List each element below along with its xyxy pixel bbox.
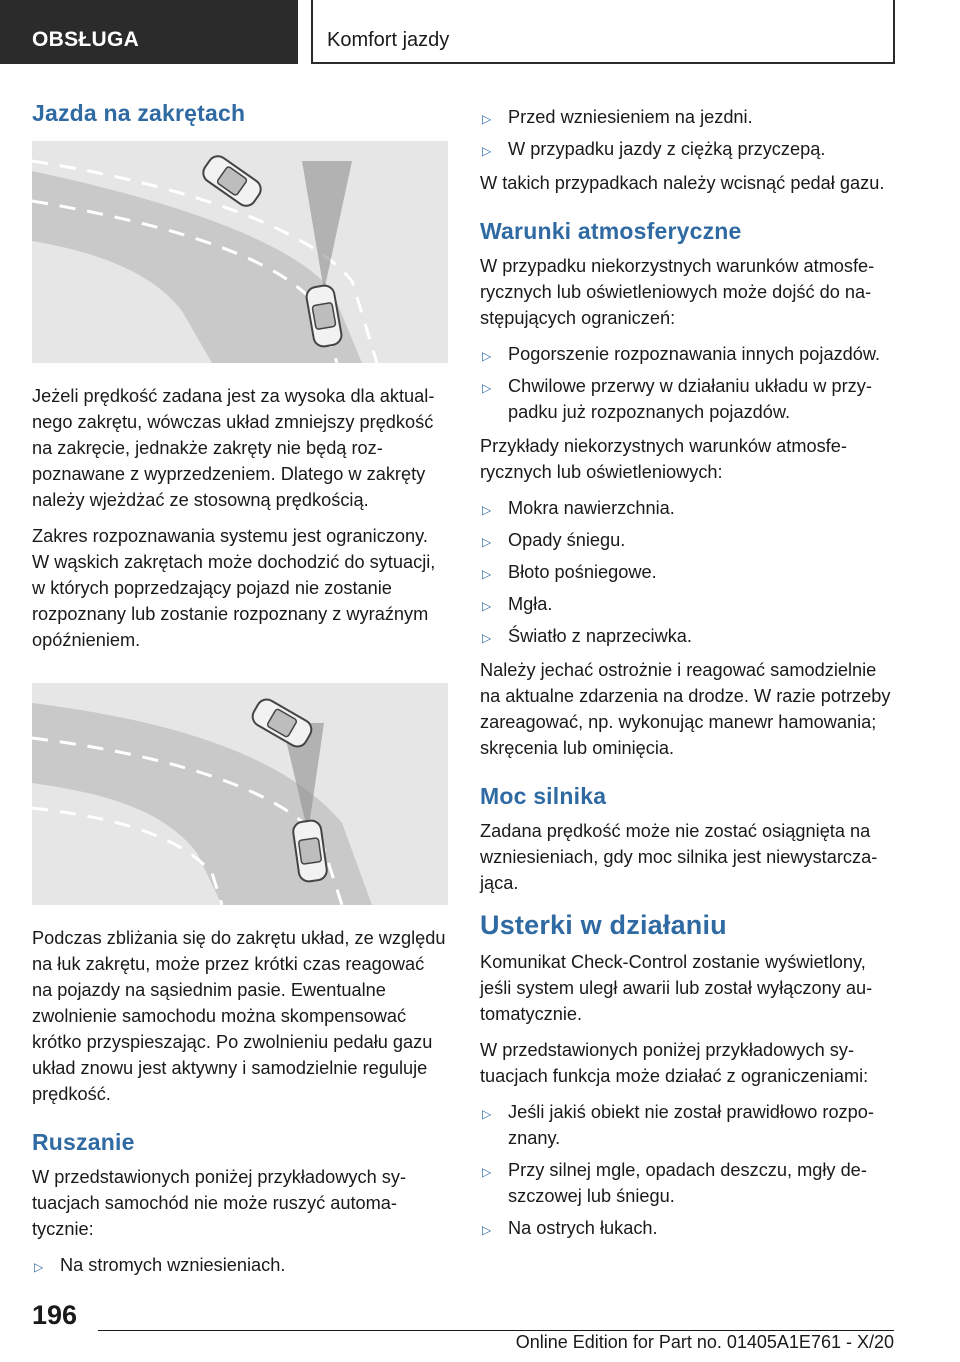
bullet-list — [480, 341, 896, 425]
paragraph: W przedstawionych poniżej przykładowych sytuacjach samochód nie może ruszyć automatycznie: — [32, 1167, 407, 1239]
heading-weather: Warunki atmosferyczne — [480, 218, 742, 244]
paragraph: Podczas zbliżania się do zakrętu układ, ze względu na łuk zakrętu, może przez krótki czas reagować na pojazdy na sąsiednim pasie. Ewentualne zwolnienie samochodu można skompensować krótko przyspieszając. Po zwolnieniu pedału gazu układ znowu jest aktywny i samodzielnie reguluje prędkość. — [32, 928, 446, 1104]
page-header — [0, 0, 960, 66]
paragraph: W przypadku niekorzystnych warunków atmosferycznych lub oświetleniowych może dojść do następujących ograniczeń: — [480, 256, 875, 328]
paragraph: Zakres rozpoznawania systemu jest ograniczony. W wąskich zakrętach może dochodzić do sytuacji, w których poprzedzający pojazd nie zostanie rozpoznany lub zostanie rozpoznany z wyraźnym opóźnieniem. — [32, 526, 436, 650]
list-item: ▷ Pogorszenie rozpoznawania innych pojazdów. — [480, 341, 896, 367]
heading-starting: Ruszanie — [32, 1129, 135, 1155]
triangle-bullet-icon: ▷ — [34, 1260, 44, 1274]
bullet-list — [480, 104, 896, 162]
heading-engine-power: Moc silnika — [480, 783, 607, 809]
page-footer — [0, 1290, 960, 1362]
triangle-bullet-icon: ▷ — [482, 1165, 492, 1179]
paragraph: W takich przypadkach należy wcisnąć pedał gazu. — [480, 173, 885, 193]
right-column — [480, 104, 896, 1249]
paragraph: W przedstawionych poniżej przykładowych sytuacjach funkcja może działać z ograniczeniami: — [480, 1040, 869, 1086]
list-item: ▷ Jeśli jakiś obiekt nie został prawidłowo rozpoznany. — [482, 1102, 874, 1148]
bullet-list — [32, 1252, 448, 1278]
list-item: ▷ Błoto pośniegowe. — [480, 559, 896, 585]
bullet-list — [480, 495, 896, 649]
list-item: ▷ Przed wzniesieniem na jezdni. — [480, 104, 896, 130]
list-item: ▷ Chwilowe przerwy w działaniu układu w przypadku już rozpoznanych pojazdów. — [482, 376, 872, 422]
triangle-bullet-icon: ▷ — [482, 1223, 492, 1237]
list-item: ▷ Opady śniegu. — [480, 527, 896, 553]
list-item: ▷ Na stromych wzniesieniach. — [32, 1252, 448, 1278]
figure-curve-1 — [32, 141, 448, 363]
paragraph: Należy jechać ostrożnie i reagować samodzielnie na aktualne zdarzenia na drodze. W razie potrzeby zareagować, np. wykonując manewr hamowania; skręcenia lub ominięcia. — [480, 660, 891, 758]
paragraph: Przykłady niekorzystnych warunków atmosferycznych lub oświetleniowych: — [480, 436, 847, 482]
left-column — [32, 100, 448, 1286]
triangle-bullet-icon: ▷ — [482, 1107, 492, 1121]
heading-malfunctions: Usterki w działaniu — [480, 910, 727, 940]
triangle-bullet-icon: ▷ — [482, 144, 492, 158]
triangle-bullet-icon: ▷ — [482, 631, 492, 645]
triangle-bullet-icon: ▷ — [482, 567, 492, 581]
triangle-bullet-icon: ▷ — [482, 349, 492, 363]
triangle-bullet-icon: ▷ — [482, 381, 492, 395]
list-item: ▷ Na ostrych łukach. — [480, 1215, 896, 1241]
page-number: 196 — [32, 1300, 78, 1330]
triangle-bullet-icon: ▷ — [482, 112, 492, 126]
triangle-bullet-icon: ▷ — [482, 599, 492, 613]
list-item: ▷ Światło z naprzeciwka. — [480, 623, 896, 649]
list-item: ▷ W przypadku jazdy z ciężką przyczepą. — [480, 136, 896, 162]
list-item: ▷ Przy silnej mgle, opadach deszczu, mgły deszczowej lub śniegu. — [482, 1160, 867, 1206]
figure-curve-2 — [32, 683, 448, 905]
paragraph: Komunikat Check-Control zostanie wyświetlony, jeśli system uległ awarii lub został wyłączony automatycznie. — [480, 952, 873, 1024]
bullet-list — [480, 1099, 896, 1241]
list-item: ▷ Mgła. — [480, 591, 896, 617]
list-item: ▷ Mokra nawierzchnia. — [480, 495, 896, 521]
chapter-title: Komfort jazdy — [311, 0, 895, 64]
heading-cornering: Jazda na zakrętach — [32, 100, 246, 126]
footer-divider — [98, 1330, 894, 1331]
paragraph: Jeżeli prędkość zadana jest za wysoka dla aktualnego zakrętu, wówczas układ zmniejszy prędkość na zakręcie, jednakże zakręty nie będą rozpoznawane z wyprzedzeniem. Dlatego w zakręty należy wjeżdżać ze stosowną prędkością. — [32, 386, 435, 510]
section-tab: OBSŁUGA — [0, 0, 298, 64]
paragraph: Zadana prędkość może nie zostać osiągnięta na wzniesieniach, gdy moc silnika jest niewystarczająca. — [480, 821, 878, 893]
triangle-bullet-icon: ▷ — [482, 535, 492, 549]
edition-text: Online Edition for Part no. 01405A1E761 - X/20 — [515, 1332, 894, 1352]
triangle-bullet-icon: ▷ — [482, 503, 492, 517]
